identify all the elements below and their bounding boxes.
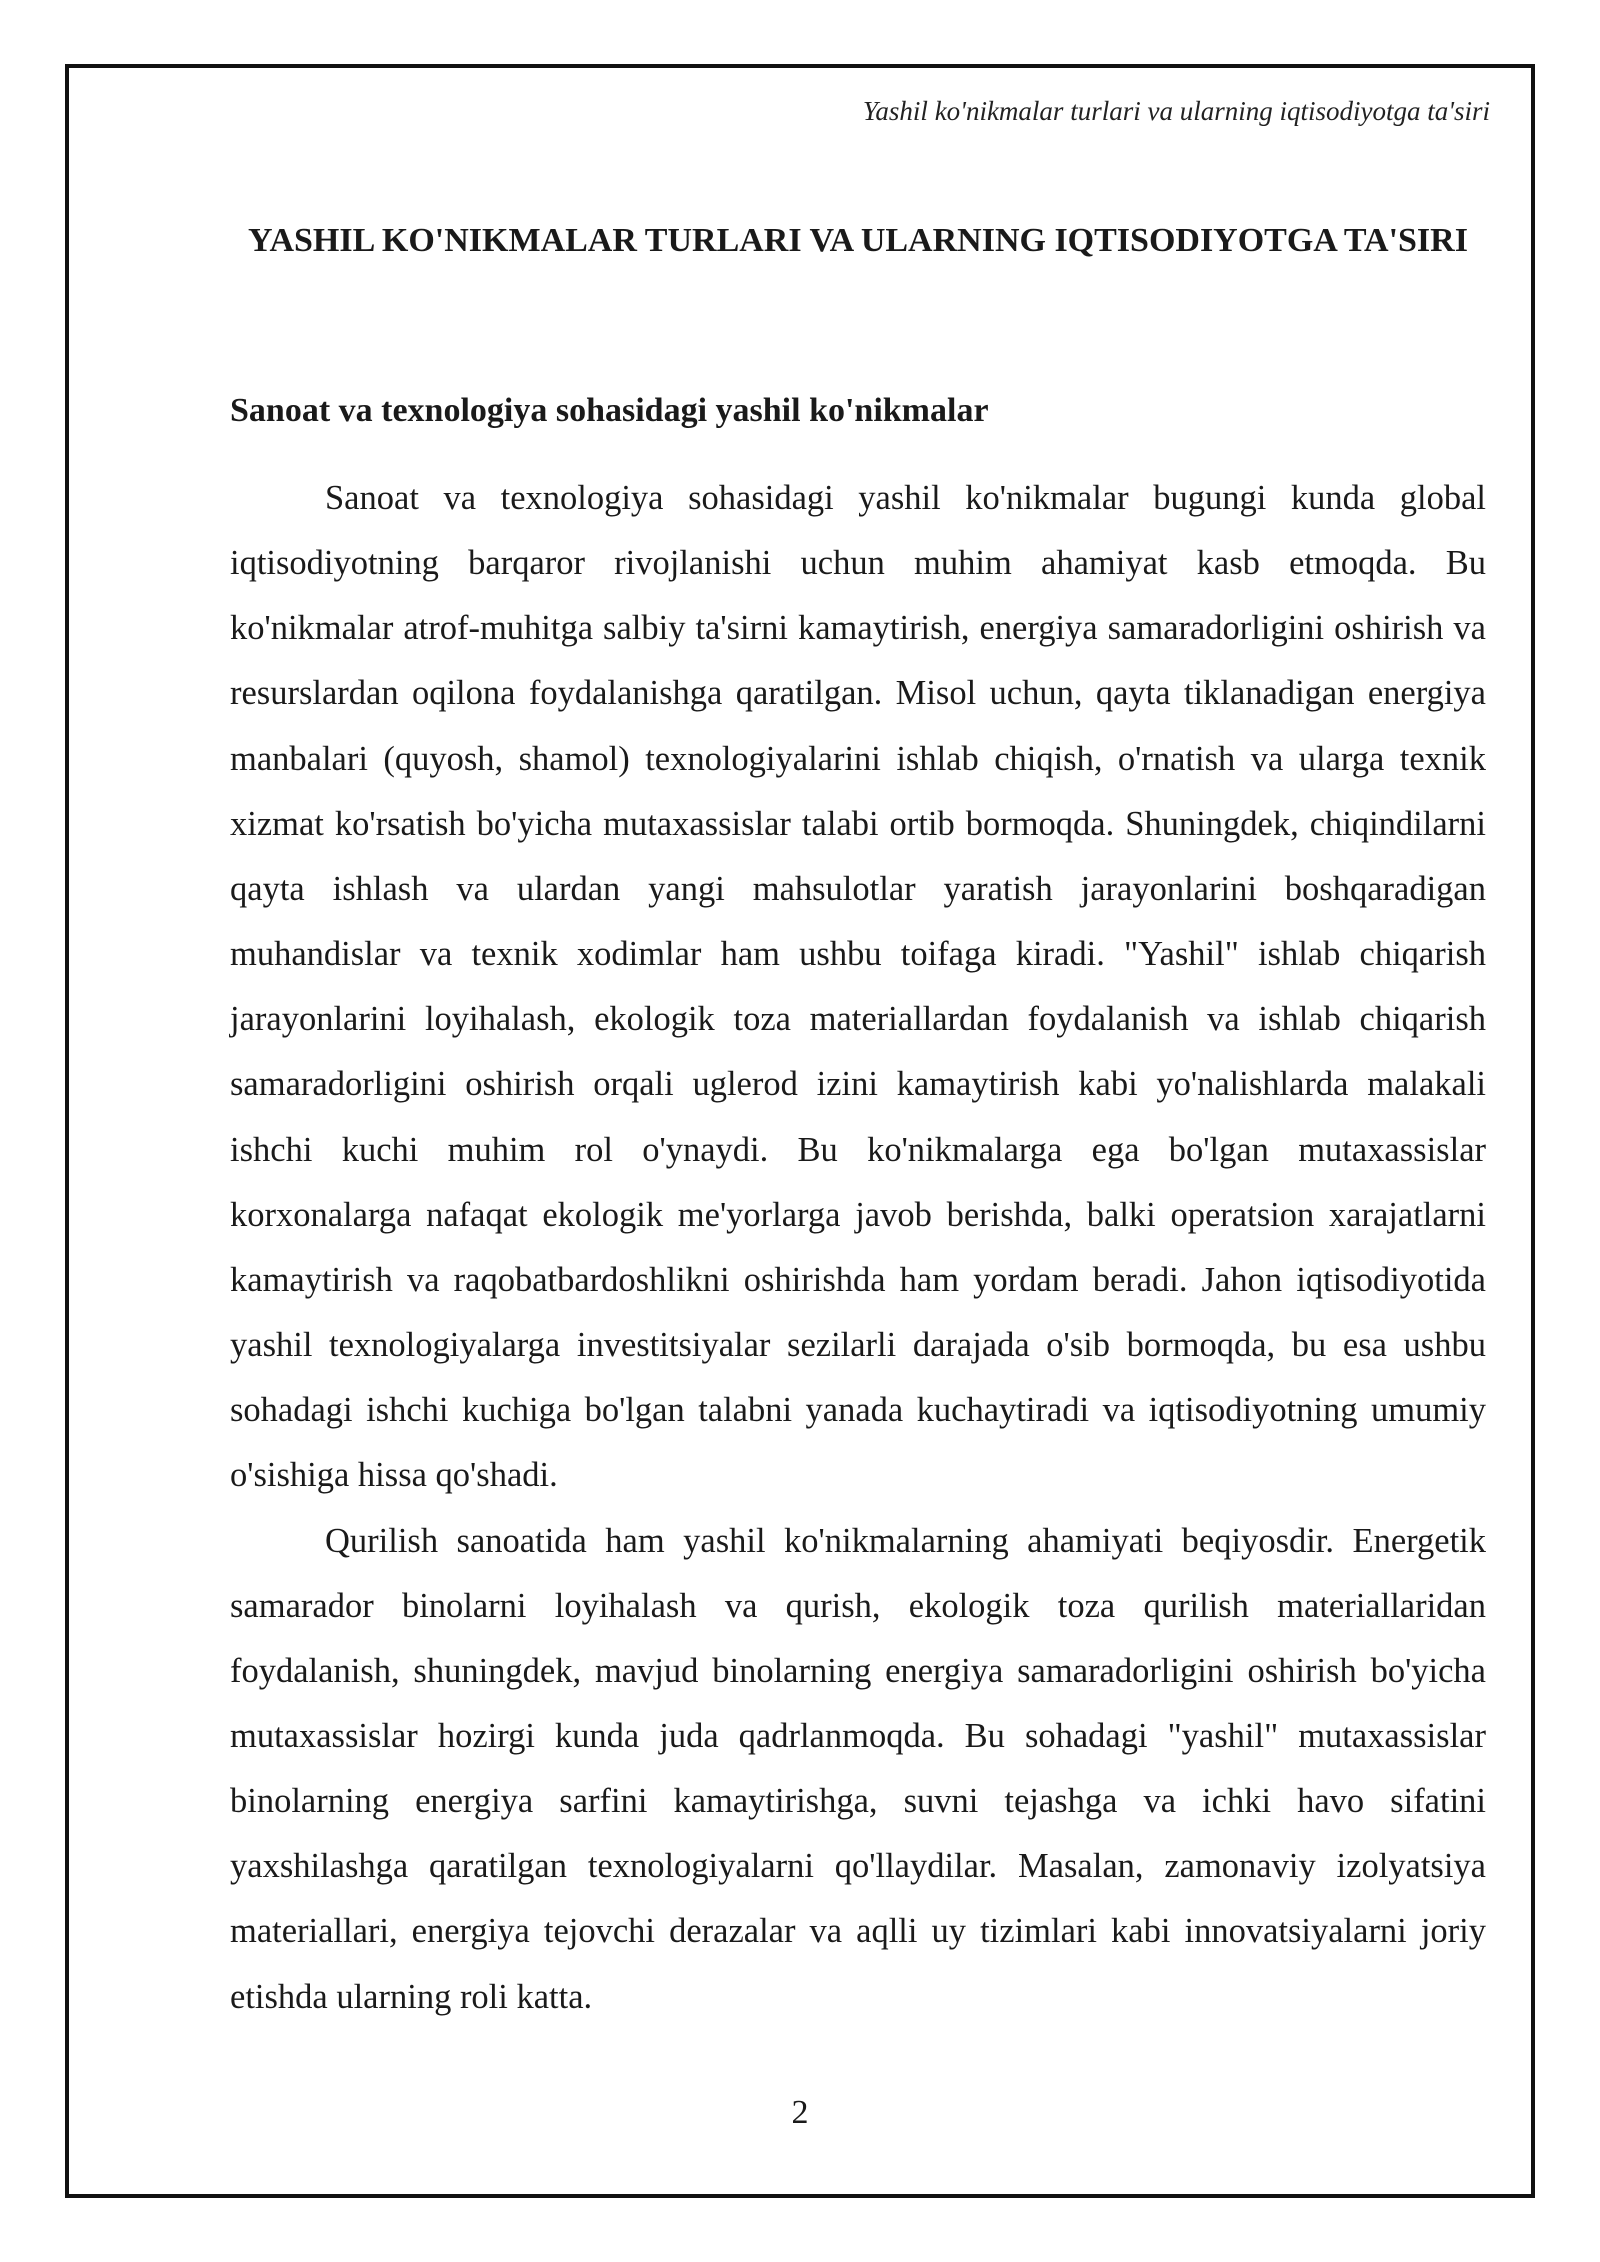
page-number: 2: [791, 2094, 809, 2131]
paragraph-1: Sanoat va texnologiya sohasidagi yashil ko'nikmalar bugungi kunda global iqtisodiyotning barqaror rivojlanishi uchun muhim ahamiyat kasb etmoqda. Bu ko'nikmalar atrof-muhitga salbiy ta'sirni kamaytirish, energiya samaradorligini oshirish va resurslardan oqilona foydalanishga qaratilgan. Misol uchun, qayta tiklanadigan energiya manbalari (quyosh, shamol) texnologiyalarini ishlab chiqish, o'rnatish va ularga texnik xizmat ko'rsatish bo'yicha mutaxassislar talabi ortib bormoqda. Shuningdek, chiqindilarni qayta ishlash va ulardan yangi mahsulotlar yaratish jarayonlarini boshqaradigan muhandislar va texnik xodimlar ham ushbu toifaga kiradi. "Yashil" ishlab chiqarish jarayonlarini loyihalash, ekologik toza materiallardan foydalanish va ishlab chiqarish samaradorligini oshirish orqali uglerod izini kamaytirish kabi yo'nalishlarda malakali ishchi kuchi muhim rol o'ynaydi. Bu ko'nikmalarga ega bo'lgan mutaxassislar korxonalarga nafaqat ekologik me'yorlarga javob berishda, balki operatsion xarajatlarni kamaytirish va raqobatbardoshlikni oshirishda ham yordam beradi. Jahon iqtisodiyotida yashil texnologiyalarga investitsiyalar sezilarli darajada o'sib bormoqda, bu esa ushbu sohadagi ishchi kuchiga bo'lgan talabni yanada kuchaytiradi va iqtisodiyotning umumiy o'sishiga hissa qo'shadi.: [230, 479, 1486, 1495]
running-header: Yashil ko'nikmalar turlari va ularning iqtisodiyotga ta'siri: [862, 96, 1490, 126]
document-title: YASHIL KO'NIKMALAR TURLARI VA ULARNING IQTISODIYOTGA TA'SIRI: [248, 222, 1468, 259]
body-text: [230, 466, 1486, 2030]
paragraph-2: Qurilish sanoatida ham yashil ko'nikmalarning ahamiyati beqiyosdir. Energetik samarador binolarni loyihalash va qurish, ekologik toza qurilish materiallaridan foydalanish, shuningdek, mavjud binolarning energiya samaradorligini oshirish bo'yicha mutaxassislar hozirgi kunda juda qadrlanmoqda. Bu sohadagi "yashil" mutaxassislar binolarning energiya sarfini kamaytirishga, suvni tejashga va ichki havo sifatini yaxshilashga qaratilgan texnologiyalarni qo'llaydilar. Masalan, zamonaviy izolyatsiya materiallari, energiya tejovchi derazalar va aqlli uy tizimlari kabi innovatsiyalarni joriy etishda ularning roli katta.: [230, 1521, 1486, 2016]
section-heading: Sanoat va texnologiya sohasidagi yashil ko'nikmalar: [230, 392, 989, 429]
